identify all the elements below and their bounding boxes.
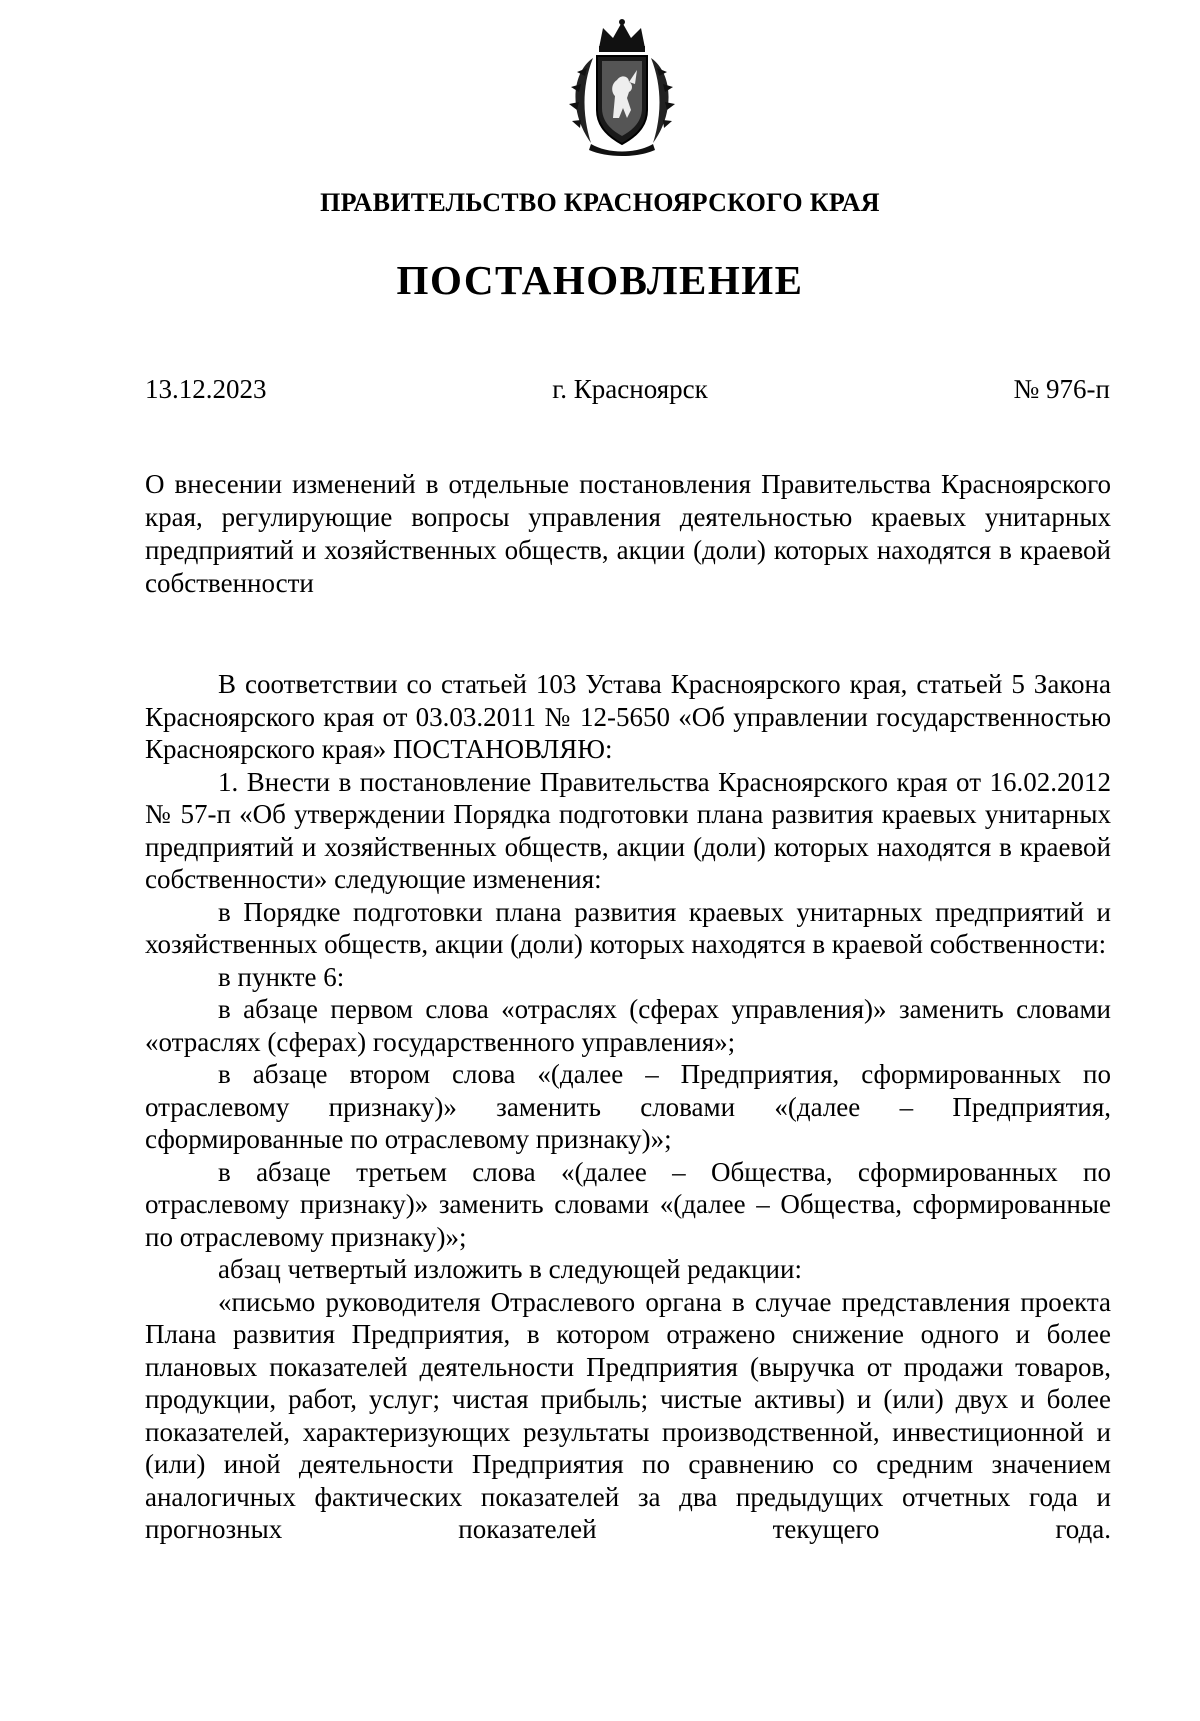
government-title: ПРАВИТЕЛЬСТВО КРАСНОЯРСКОГО КРАЯ (320, 188, 880, 217)
body-paragraph: в пункте 6: (218, 961, 345, 992)
document-date: 13.12.2023 (145, 374, 267, 404)
body-paragraph: в абзаце втором слова «(далее – Предприятия, сформированных по отраслевому признаку)» заменить словами «(далее – Предприятия, сформированные по отраслевому признаку)»; (145, 1059, 1111, 1154)
body-paragraph: в Порядке подготовки плана развития краевых унитарных предприятий и хозяйственных обществ, акции (доли) которых находятся в краевой собственности: (145, 896, 1111, 959)
body-paragraph: В соответствии со статьей 103 Устава Красноярского края, статьей 5 Закона Красноярского края от 03.03.2011 № 12-5650 «Об управлении государственностью Красноярского края» ПОСТАНОВЛЯЮ: (145, 669, 1111, 764)
document-body (145, 668, 1111, 1546)
body-paragraph: «письмо руководителя Отраслевого органа в случае представления проекта Плана развития Предприятия, в котором отражено снижение одного и более плановых показателей деятельности Предприятия (выручка от продажи товаров, продукции, работ, услуг; чистая прибыль; чистые активы) и (или) двух и более показателей, характеризующих результаты производственной, инвестиционной и (или) иной деятельности Предприятия по сравнению со средним значением аналогичных фактических показателей за два предыдущих отчетных года и прогнозных показателей текущего года. (145, 1286, 1111, 1544)
body-paragraph: абзац четвертый изложить в следующей редакции: (218, 1254, 802, 1284)
coat-of-arms-icon (563, 18, 681, 158)
document-subject: О внесении изменений в отдельные постановления Правительства Красноярского края, регулирующие вопросы управления деятельностью краевых унитарных предприятий и хозяйственных обществ, акции (доли) которых находятся в краевой собственности (145, 469, 1111, 598)
document-city: г. Красноярск (552, 374, 708, 404)
document-type-title: ПОСТАНОВЛЕНИЕ (396, 257, 804, 303)
body-paragraph: 1. Внести в постановление Правительства Красноярского края от 16.02.2012 № 57-п «Об утверждении Порядка подготовки плана развития краевых унитарных предприятий и хозяйственных обществ, акции (доли) которых находятся в краевой собственности» следующие изменения: (145, 766, 1111, 894)
body-paragraph: в абзаце третьем слова «(далее – Общества, сформированных по отраслевому признаку)» заменить словами «(далее – Общества, сформированные по отраслевому признаку)»; (145, 1156, 1111, 1252)
document-number: № 976-п (1013, 374, 1110, 404)
body-paragraph: в абзаце первом слова «отраслях (сферах управления)» заменить словами «отраслях (сферах) государственного управления»; (145, 994, 1111, 1057)
